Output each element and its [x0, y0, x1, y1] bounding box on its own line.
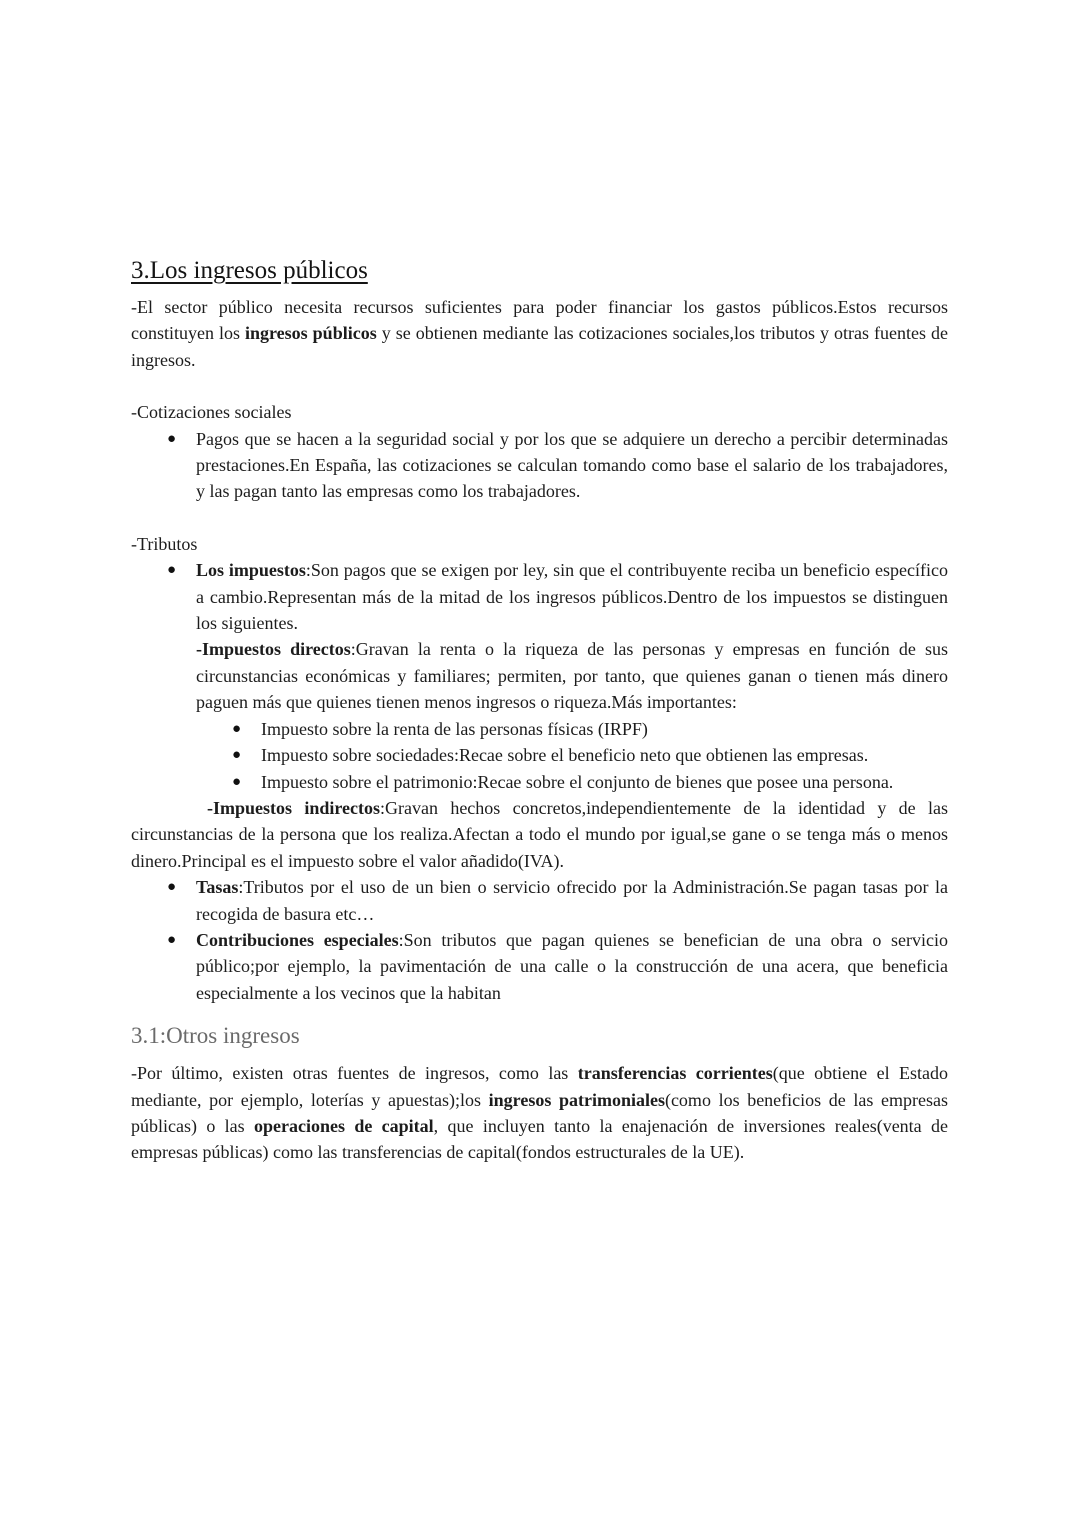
bullet-icon: ●	[167, 879, 177, 896]
directos-list-item-text: Impuesto sobre la renta de las personas físicas (IRPF)	[261, 718, 648, 739]
contribuciones-text: :Son tributos que pagan quienes se benefician de una obra o servicio público;por ejemplo, la pavimentación de una calle o la construcción de una acera, que beneficia especialmente a los vecinos que la habitan	[196, 929, 948, 1003]
tributos-list	[131, 557, 948, 715]
tributos-list-2	[131, 874, 948, 1006]
impuestos-bold: Los impuestos	[196, 560, 306, 581]
otros-text-4: , que incluyen tanto la enajenación de inversiones reales(venta de empresas públicas) como las transferencias de capital(fondos estructurales de la UE).	[131, 1115, 948, 1163]
indirectos-paragraph	[131, 795, 948, 874]
bullet-icon: ●	[167, 430, 177, 447]
directos-list-item	[232, 742, 948, 768]
indirectos-bold: -Impuestos indirectos	[207, 797, 381, 818]
otros-paragraph	[131, 1060, 948, 1166]
otros-bold-transferencias: transferencias corrientes	[577, 1063, 773, 1084]
tasas-bold: Tasas	[196, 877, 239, 898]
directos-list-item-text: Impuesto sobre sociedades:Recae sobre el beneficio neto que obtienen las empresas.	[261, 745, 869, 766]
bullet-icon: ●	[232, 773, 242, 790]
spacer	[131, 373, 948, 399]
intro-text-1: -El sector público necesita recursos suficientes para poder financiar los gastos públicos.Estos recursos constituyen los	[131, 297, 948, 344]
intro-bold-ingresos-publicos: ingresos públicos	[245, 323, 377, 344]
bullet-icon: ●	[167, 562, 177, 579]
cotizaciones-item-text: Pagos que se hacen a la seguridad social y por los que se adquiere un derecho a percibir determinadas prestaciones.En España, las cotizaciones se calculan tomando como base el salario de los trabajadores, y las pagan tanto las empresas como los trabajadores.	[196, 428, 948, 502]
contribuciones-bold: Contribuciones especiales	[196, 929, 399, 950]
cotizaciones-list	[131, 426, 948, 505]
directos-bold: -Impuestos directos	[196, 639, 351, 660]
otros-text-1: -Por último, existen otras fuentes de ingresos, como las	[131, 1063, 578, 1084]
section-title: 3.Los ingresos públicos	[131, 257, 368, 284]
subsection-title: 3.1:Otros ingresos	[131, 1023, 300, 1049]
impuestos-item	[167, 557, 948, 715]
directos-text: :Gravan la renta o la riqueza de las personas y empresas en función de sus circunstancias económicas y familiares; permiten, por tanto, que quienes ganan o tienen más dinero paguen más que quienes tienen menos ingresos o riqueza.Más importantes:	[196, 639, 948, 713]
impuestos-text: :Son pagos que se exigen por ley, sin que el contribuyente reciba un beneficio específico a cambio.Representan más de la mitad de los ingresos públicos.Dentro de los impuestos se distinguen los siguientes.	[196, 560, 948, 634]
directos-list-item	[232, 716, 948, 742]
otros-bold-operaciones: operaciones de capital	[254, 1115, 434, 1136]
cotizaciones-heading: -Cotizaciones sociales	[131, 402, 292, 423]
tasas-text: :Tributos por el uso de un bien o servicio ofrecido por la Administración.Se pagan tasas por la recogida de basura etc…	[196, 877, 948, 924]
tributos-heading: -Tributos	[131, 533, 198, 554]
otros-text-2: (que obtiene el Estado mediante, por ejemplo, loterías y apuestas);los	[131, 1063, 948, 1110]
contribuciones-item	[167, 927, 948, 1006]
directos-list-item-text: Impuesto sobre el patrimonio:Recae sobre el conjunto de bienes que posee una persona.	[261, 771, 894, 792]
otros-bold-patrimoniales: ingresos patrimoniales	[488, 1089, 665, 1110]
cotizaciones-item	[167, 426, 948, 505]
bullet-icon: ●	[232, 747, 242, 764]
bullet-icon: ●	[232, 720, 242, 737]
intro-paragraph	[131, 294, 948, 373]
document-content	[131, 254, 948, 1166]
directos-list-item	[232, 769, 948, 795]
directos-list	[131, 716, 948, 795]
spacer	[131, 1006, 948, 1020]
intro-text-2: y se obtienen mediante las cotizaciones sociales,los tributos y otras fuentes de ingresos.	[131, 323, 949, 370]
bullet-icon: ●	[167, 931, 177, 948]
indirectos-text: :Gravan hechos concretos,independientemente de la identidad y de las circunstancias de la persona que los realiza.Afectan a todo el mundo por igual,se gane o se tenga más o menos dinero.Principal es el impuesto sobre el valor añadido(IVA).	[131, 797, 948, 871]
tasas-item	[167, 874, 948, 927]
spacer	[131, 505, 948, 531]
otros-text-3: (como los beneficios de las empresas públicas) o las	[131, 1089, 948, 1136]
directos-paragraph	[196, 636, 948, 715]
